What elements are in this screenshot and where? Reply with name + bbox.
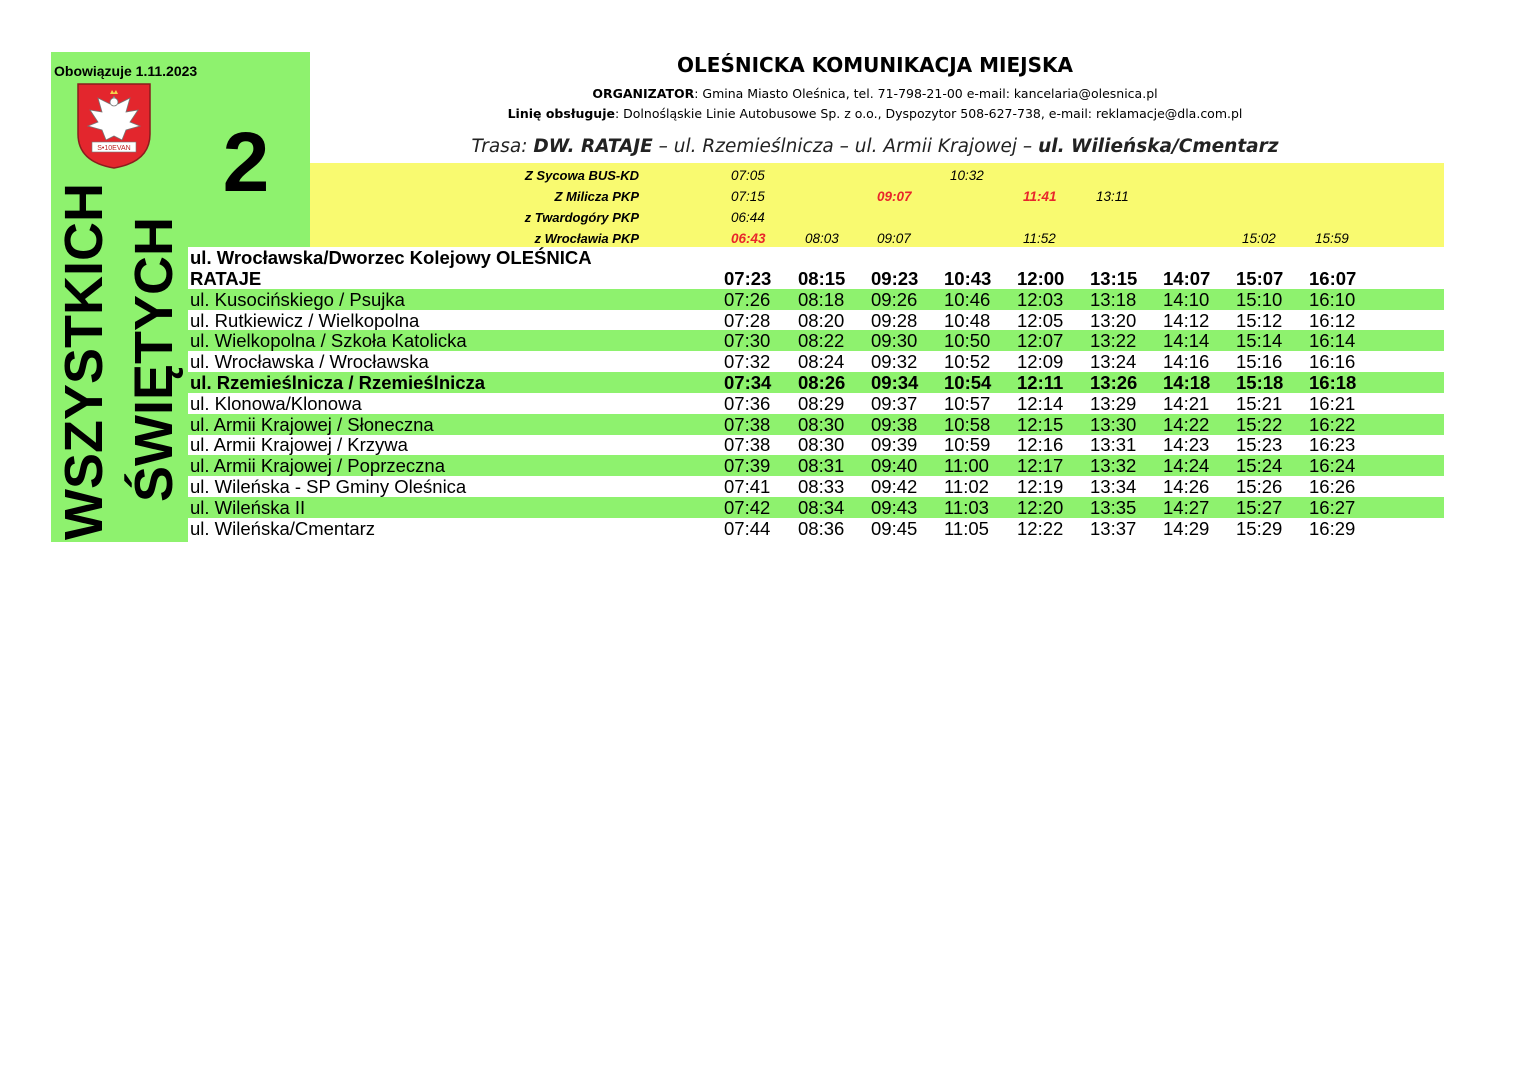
departure-time: 14:10 [1163,288,1210,310]
departure-time: 08:22 [798,330,845,352]
departure-time: 10:57 [944,392,991,414]
feeder-time: 13:11 [1096,189,1129,204]
departure-time: 13:26 [1090,372,1138,393]
departure-time: 11:00 [944,455,989,477]
departure-time: 07:26 [724,288,771,310]
departure-time: 12:15 [1017,413,1064,435]
departure-time: 08:36 [798,517,845,539]
feeder-row [310,207,1444,228]
stop-name: RATAJE [190,268,262,289]
departure-time: 12:00 [1017,268,1065,289]
departure-time: 16:10 [1309,288,1356,310]
departure-time: 15:22 [1236,413,1283,435]
departure-time: 15:10 [1236,288,1283,310]
feeder-row [310,186,1444,207]
departure-time: 13:31 [1090,434,1137,456]
departure-time: 14:16 [1163,351,1210,373]
route-description [420,136,1330,157]
departure-time: 16:21 [1309,392,1356,414]
feeder-label: z Wrocławia PKP [534,231,639,246]
departure-time: 08:29 [798,392,845,414]
first-stop-header-row [188,247,1444,268]
stop-name: ul. Rzemieślnicza / Rzemieślnicza [190,372,486,393]
line-number: 2 [222,115,270,209]
departure-time: 15:27 [1236,496,1283,518]
departure-time: 12:20 [1017,496,1064,518]
feeder-time: 08:03 [805,231,839,246]
departure-time: 10:50 [944,330,991,352]
departure-time: 08:33 [798,476,845,497]
feeder-time: 11:52 [1023,231,1056,246]
departure-time: 09:45 [871,517,918,539]
city-crest-icon [76,82,152,170]
departure-time: 13:30 [1090,413,1137,435]
departure-time: 15:23 [1236,434,1283,456]
departure-time: 11:05 [944,517,989,539]
stop-row [188,518,1444,539]
departure-time: 15:21 [1236,392,1283,414]
departure-time: 09:30 [871,330,918,352]
organizer-line [430,86,1320,101]
feeder-label: Z Milicza PKP [554,189,639,204]
stop-name: ul. Klonowa/Klonowa [190,392,362,414]
departure-time: 08:24 [798,351,845,373]
first-stop-name: ul. Wrocławska/Dworzec Kolejowy OLEŚNICA [190,247,592,268]
stop-row [188,310,1444,331]
departure-time: 12:17 [1017,455,1064,477]
departure-time: 13:34 [1090,476,1137,497]
stop-row [188,351,1444,372]
day-label-wszystkich: WSZYSTKICH [54,183,114,540]
organizer-label: ORGANIZATOR [592,86,695,101]
departure-time: 07:36 [724,392,771,414]
stop-name: ul. Wileńska/Cmentarz [190,517,376,539]
departure-time: 16:12 [1309,309,1356,331]
departure-time: 13:37 [1090,517,1137,539]
departure-time: 14:18 [1163,372,1211,393]
departure-time: 09:32 [871,351,918,373]
stop-name: ul. Kusocińskiego / Psujka [190,288,405,310]
feeder-time: 06:44 [731,210,765,225]
feeder-time: 11:41 [1023,189,1057,204]
departure-time: 09:40 [871,455,918,477]
stop-row [188,372,1444,393]
stop-row [188,330,1444,351]
feeder-time: 15:02 [1242,231,1276,246]
departure-time: 16:22 [1309,413,1356,435]
operator-line [430,106,1320,121]
departure-time: 15:29 [1236,517,1283,539]
departure-time: 15:24 [1236,455,1283,477]
departure-time: 13:18 [1090,288,1137,310]
departure-time: 13:20 [1090,309,1137,331]
departure-time: 09:42 [871,476,918,497]
departure-time: 16:27 [1309,496,1356,518]
stop-name: ul. Wileńska II [190,496,306,518]
departure-time: 07:28 [724,309,771,331]
stop-name: ul. Armii Krajowej / Poprzeczna [190,455,445,477]
feeder-row [310,165,1444,186]
stop-name: ul. Wielkopolna / Szkoła Katolicka [190,330,467,352]
departure-time: 11:02 [944,476,989,497]
departure-time: 12:09 [1017,351,1064,373]
stop-row [188,476,1444,497]
departure-time: 15:18 [1236,372,1284,393]
stop-row [188,455,1444,476]
route-start: DW. RATAJE [533,136,653,157]
day-label-swietych: ŚWIĘTYCH [124,216,184,502]
feeder-row [310,228,1444,249]
stop-row [188,268,1444,289]
departure-time: 12:11 [1017,372,1064,393]
departure-time: 15:14 [1236,330,1283,352]
departure-time: 14:24 [1163,455,1210,477]
departure-time: 14:21 [1163,392,1210,414]
departure-time: 13:32 [1090,455,1137,477]
departure-time: 14:12 [1163,309,1210,331]
departure-time: 07:30 [724,330,771,352]
feeder-time: 07:05 [731,168,765,183]
departure-time: 16:23 [1309,434,1356,456]
departure-time: 09:39 [871,434,918,456]
feeder-label: z Twardogóry PKP [524,210,639,225]
departure-time: 10:54 [944,372,992,393]
departure-time: 15:26 [1236,476,1283,497]
route-middle: – ul. Rzemieślnicza – ul. Armii Krajowej – [652,136,1039,157]
departure-time: 08:31 [798,455,845,477]
stop-row [188,497,1444,518]
departure-time: 14:26 [1163,476,1210,497]
departure-time: 09:28 [871,309,918,331]
departure-time: 09:38 [871,413,918,435]
departure-time: 07:41 [724,476,771,497]
valid-from-label: Obowiązuje 1.11.2023 [54,63,198,79]
departure-time: 12:16 [1017,434,1064,456]
stop-row [188,414,1444,435]
feeder-time: 15:59 [1315,231,1349,246]
departure-time: 16:18 [1309,372,1357,393]
departure-time: 16:24 [1309,455,1356,477]
departure-time: 16:26 [1309,476,1356,497]
departure-time: 13:15 [1090,268,1138,289]
departure-time: 10:48 [944,309,991,331]
feeder-time: 06:43 [731,231,766,246]
departure-time: 08:15 [798,268,846,289]
departure-time: 14:22 [1163,413,1210,435]
operator-text: : Dolnośląskie Linie Autobusowe Sp. z o.o., Dyspozytor 508-627-738, e-mail: reklamacje@dla.com.pl [614,106,1243,121]
departure-time: 12:19 [1017,476,1064,497]
departure-time: 07:38 [724,413,771,435]
stop-row [188,289,1444,310]
stop-row [188,434,1444,455]
departure-time: 14:07 [1163,268,1211,289]
stop-name: ul. Armii Krajowej / Słoneczna [190,413,434,435]
departure-time: 10:46 [944,288,991,310]
departure-time: 15:16 [1236,351,1283,373]
departure-time: 09:37 [871,392,918,414]
route-end: ul. Wilieńska/Cmentarz [1038,136,1279,157]
departure-time: 12:07 [1017,330,1064,352]
departure-time: 11:03 [944,496,989,518]
departure-time: 09:23 [871,268,919,289]
departure-time: 08:34 [798,496,845,518]
departure-time: 13:22 [1090,330,1137,352]
departure-time: 09:26 [871,288,918,310]
departure-time: 09:43 [871,496,918,518]
departure-time: 16:14 [1309,330,1356,352]
page-title: OLEŚNICKA KOMUNIKACJA MIEJSKA [677,53,1073,77]
departure-time: 08:26 [798,372,846,393]
feeder-time: 09:07 [877,231,911,246]
feeder-time: 09:07 [877,189,912,204]
departure-time: 12:22 [1017,517,1064,539]
departure-time: 10:43 [944,268,992,289]
departure-time: 08:20 [798,309,845,331]
departure-time: 12:03 [1017,288,1064,310]
crest-banner-text: S•10EVAN [97,145,131,152]
departure-time: 14:27 [1163,496,1210,518]
departure-time: 14:23 [1163,434,1210,456]
feeder-time: 10:32 [950,168,984,183]
departure-time: 13:35 [1090,496,1137,518]
departure-time: 08:30 [798,434,845,456]
operator-label: Linię obsługuje [507,106,615,121]
departure-time: 07:42 [724,496,771,518]
stop-name: ul. Rutkiewicz / Wielkopolna [190,309,420,331]
departure-time: 10:52 [944,351,991,373]
stop-name: ul. Armii Krajowej / Krzywa [190,434,408,456]
departure-time: 07:32 [724,351,771,373]
stop-name: ul. Wrocławska / Wrocławska [190,351,429,373]
departure-time: 10:58 [944,413,991,435]
stop-row [188,393,1444,414]
departure-time: 12:14 [1017,392,1064,414]
departure-time: 07:39 [724,455,771,477]
departure-time: 15:07 [1236,268,1284,289]
organizer-text: : Gmina Miasto Oleśnica, tel. 71-798-21-00 e-mail: kancelaria@olesnica.pl [694,86,1158,101]
stop-name: ul. Wileńska - SP Gminy Oleśnica [190,476,467,497]
departure-time: 12:05 [1017,309,1064,331]
departure-time: 07:38 [724,434,771,456]
departure-time: 07:23 [724,268,772,289]
departure-time: 15:12 [1236,309,1283,331]
route-prefix: Trasa: [471,136,534,157]
departure-time: 10:59 [944,434,991,456]
departure-time: 14:14 [1163,330,1210,352]
departure-time: 16:16 [1309,351,1356,373]
departure-time: 08:30 [798,413,845,435]
departure-time: 13:24 [1090,351,1137,373]
departure-time: 07:44 [724,517,771,539]
departure-time: 08:18 [798,288,845,310]
departure-time: 16:07 [1309,268,1357,289]
departure-time: 14:29 [1163,517,1210,539]
feeder-label: Z Sycowa BUS-KD [524,168,639,183]
departure-time: 13:29 [1090,392,1137,414]
departure-time: 09:34 [871,372,919,393]
departure-time: 16:29 [1309,517,1356,539]
feeder-time: 07:15 [731,189,765,204]
departure-time: 07:34 [724,372,772,393]
